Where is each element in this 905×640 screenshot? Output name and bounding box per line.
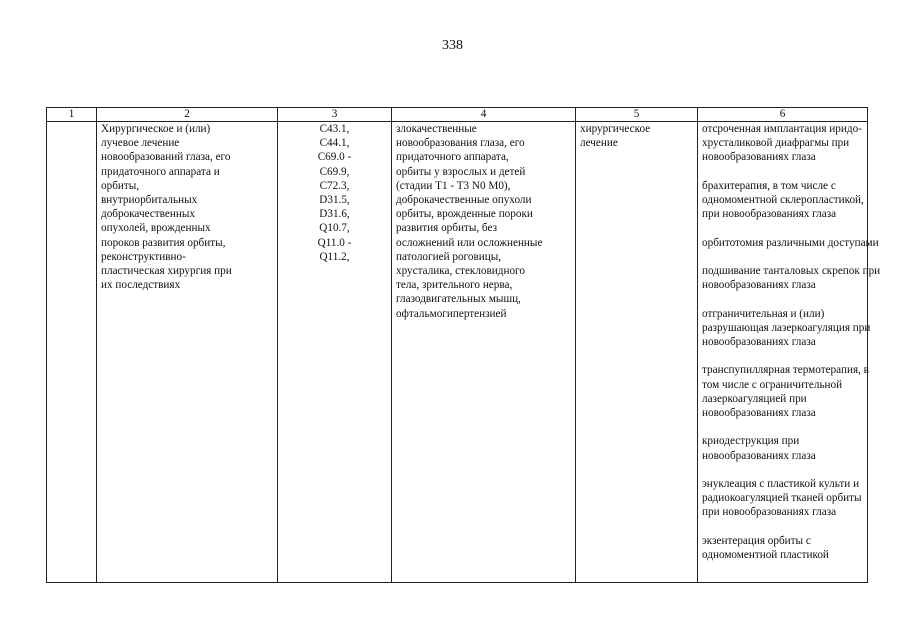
treatment-method-line: брахитерапия, в том числе с [702,179,836,192]
patient-model-line: развития орбиты, без [396,222,497,235]
icd-code-line: C72.3, [319,179,350,192]
icd-code-line: C43.1, [319,123,350,135]
icd-code-line: Q11.2, [319,250,350,263]
icd-code-line: D31.6, [319,208,350,221]
treatment-method-line: разрушающая лазеркоагуляция при [702,321,871,334]
icd-code-line: C69.9, [319,165,350,178]
cell-number [47,122,97,583]
care-type-line: пластическая хирургия при [101,265,232,278]
patient-model-line: хрусталика, стекловидного [396,265,525,278]
care-type-line: пороков развития орбиты, [101,236,226,249]
care-type-line: их последствиях [101,279,181,292]
table-header-row [47,108,868,122]
patient-model-line: новообразования глаза, его [396,137,525,150]
cell-treatment-type [576,122,698,583]
icd-code-line: Q11.0 - [317,236,352,249]
care-type-line: придаточного аппарата и [101,165,220,178]
care-type-line: доброкачественных [101,208,195,221]
column-header-2: 2 [97,108,278,122]
treatment-method-line: радиокоагуляцией тканей орбиты [702,492,862,505]
icd-code-line: D31.5, [319,194,350,207]
treatment-method-line: орбитотомия различными доступами [702,236,879,249]
treatment-method-line: новообразованиях глаза [702,151,816,164]
column-header-5: 5 [576,108,698,122]
care-type-line: лучевое лечение [101,137,180,150]
treatment-type-line: хирургическое [580,123,651,135]
treatment-method-line: при новообразованиях глаза [702,208,837,221]
patient-model-line: орбиты, врожденные пороки [396,208,533,221]
table-row [47,122,868,583]
cell-icd-codes [278,122,392,583]
column-header-6: 6 [698,108,868,122]
treatment-method [702,434,863,462]
column-header-1: 1 [47,108,97,122]
treatment-method-line: одномоментной склеропластикой, [702,194,864,206]
treatment-method [702,534,863,562]
patient-model-line: глазодвигательных мышц, [396,293,521,306]
care-type-line: опухолей, врожденных [101,222,211,235]
medical-care-table [46,107,881,583]
treatment-method-line: криодеструкция при [702,435,800,448]
patient-model-line: доброкачественные опухоли [396,194,532,207]
treatment-method [702,179,863,222]
treatment-method-line: отграничительная и (или) [702,307,825,320]
treatment-method-line: подшивание танталовых скрепок при [702,264,881,277]
cell-care-type [97,122,278,583]
treatment-method-line: транспупиллярная термотерапия, в [702,364,869,377]
patient-model-line: тела, зрительного нерва, [396,279,513,292]
patient-model-line: офтальмогипертензией [396,307,507,320]
cell-patient-model [392,122,576,583]
patient-model-line: осложнений или осложненные [396,236,543,249]
cell-treatment-methods [698,122,881,583]
treatment-method-line: новообразованиях глаза [702,449,816,462]
icd-code-line: C44.1, [319,137,350,150]
treatment-method [702,307,871,350]
treatment-method [702,236,879,250]
treatment-type-line: лечение [580,137,618,150]
patient-model-line: злокачественные [396,123,477,135]
care-type-line: внутриорбитальных [101,194,198,207]
column-header-4: 4 [392,108,576,122]
treatment-method-line: при новообразованиях глаза [702,506,837,519]
treatment-method-line: экзентерация орбиты с [702,534,811,547]
page-number: 338 [442,38,463,53]
care-type-line: новообразований глаза, его [101,151,231,164]
care-type-line: реконструктивно- [101,250,186,263]
treatment-method [702,363,869,420]
patient-model-line: патологией роговицы, [396,250,502,263]
treatment-method [702,122,863,165]
patient-model-line: придаточного аппарата, [396,151,509,164]
treatment-method-line: лазеркоагуляцией при [702,392,807,405]
patient-model-line: (стадии T1 - T3 N0 M0), [396,179,511,192]
treatment-method-line: новообразованиях глаза [702,279,816,292]
care-type-line: орбиты, [101,179,140,192]
treatment-method-line: новообразованиях глаза [702,335,816,348]
treatment-method-line: хрусталиковой диафрагмы при [702,137,850,150]
treatment-method-line: новообразованиях глаза [702,406,816,419]
icd-code-line: Q10.7, [319,222,350,235]
treatment-method [702,477,863,520]
treatment-method [702,264,881,292]
column-header-3: 3 [278,108,392,122]
care-type-line: Хирургическое и (или) [101,123,211,135]
icd-code-line: C69.0 - [317,151,352,164]
treatment-method-line: отсроченная имплантация иридо- [702,123,862,135]
treatment-method-line: одномоментной пластикой [702,548,829,561]
treatment-method-line: том числе с ограничительной [702,378,843,391]
patient-model-line: орбиты у взрослых и детей [396,165,526,178]
treatment-method-line: энуклеация с пластикой культи и [702,477,860,490]
